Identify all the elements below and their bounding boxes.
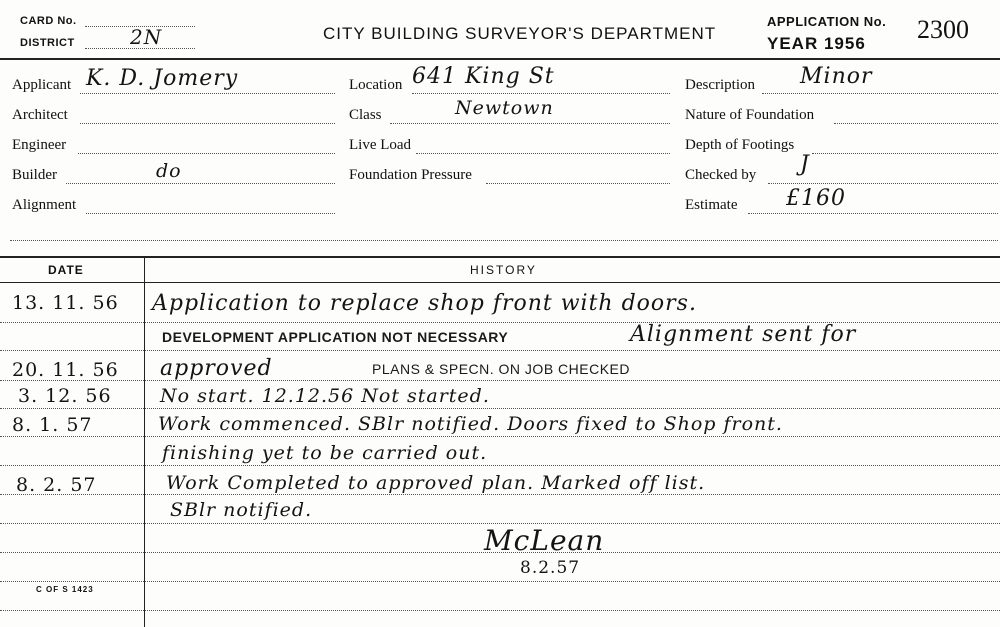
alignment-line: [86, 213, 335, 214]
history-ruled-line: [0, 494, 1000, 495]
application-no-value: 2300: [917, 15, 969, 44]
development-stamp: DEVELOPMENT APPLICATION NOT NECESSARY: [162, 329, 509, 345]
depth-of-footings-line: [812, 153, 998, 154]
district-value: 2N: [130, 25, 163, 49]
history-row-date: 8. 1. 57: [12, 414, 93, 436]
application-no-label: APPLICATION No.: [767, 14, 887, 29]
history-row-text: SBlr notified.: [170, 499, 313, 521]
card-no-label: CARD No.: [20, 15, 77, 27]
estimate-line: [748, 213, 998, 214]
engineer-line: [78, 153, 335, 154]
description-line: [762, 93, 998, 94]
description-label: Description: [685, 77, 755, 93]
form-code: C OF S 1423: [36, 585, 94, 594]
builder-line: [66, 183, 335, 184]
history-row-text: Work Completed to approved plan. Marked off list.: [166, 472, 706, 494]
architect-line: [80, 123, 335, 124]
history-header: HISTORY: [470, 263, 537, 277]
history-ruled-line: [0, 581, 1000, 582]
header-rule: [0, 58, 1000, 60]
live-load-label: Live Load: [349, 137, 412, 153]
location-value: 641 King St: [412, 64, 555, 89]
estimate-label: Estimate: [685, 197, 738, 213]
nature-of-foundation-label: Nature of Foundation: [685, 107, 815, 123]
history-row-text: approved: [160, 356, 273, 381]
history-ruled-line: [0, 436, 1000, 437]
history-row-date: 8. 2. 57: [16, 474, 97, 496]
foundation-pressure-label: Foundation Pressure: [349, 167, 472, 183]
date-column-divider: [144, 257, 145, 627]
history-header-rule: [0, 282, 1000, 283]
date-header: DATE: [48, 263, 84, 277]
checked-by-line: [768, 183, 998, 184]
class-line: [390, 123, 670, 124]
history-ruled-line: [0, 350, 1000, 351]
location-label: Location: [349, 77, 403, 93]
history-ruled-line: [0, 408, 1000, 409]
plans-checked-stamp: PLANS & SPECN. ON JOB CHECKED: [372, 361, 631, 377]
applicant-line: [80, 93, 335, 94]
history-ruled-line: [0, 610, 1000, 611]
history-row-date: 20. 11. 56: [12, 359, 119, 381]
nature-of-foundation-line: [834, 123, 998, 124]
signature-date: 8.2.57: [520, 558, 581, 578]
signature: McLean: [484, 524, 605, 557]
year-label: YEAR 1956: [767, 34, 866, 53]
builder-value: do: [156, 160, 182, 182]
history-row-text: No start. 12.12.56 Not started.: [160, 385, 490, 407]
description-value: Minor: [800, 64, 873, 89]
history-top-rule: [0, 256, 1000, 258]
alignment-label: Alignment: [12, 197, 77, 213]
applicant-label: Applicant: [12, 77, 72, 93]
class-label: Class: [349, 107, 382, 123]
history-row-annotation: Alignment sent for: [630, 322, 857, 347]
history-row-text: finishing yet to be carried out.: [162, 442, 488, 464]
checked-by-label: Checked by: [685, 167, 757, 183]
class-value: Newtown: [455, 97, 554, 119]
history-row-text: Application to replace shop front with doors.: [152, 291, 697, 316]
history-row-date: 3. 12. 56: [18, 385, 112, 407]
engineer-label: Engineer: [12, 137, 67, 153]
district-label: DISTRICT: [20, 37, 75, 49]
depth-of-footings-label: Depth of Footings: [685, 137, 795, 153]
applicant-value: K. D. Jomery: [86, 66, 239, 91]
history-ruled-line: [0, 465, 1000, 466]
particulars-bottom-line: [10, 240, 998, 241]
location-line: [412, 93, 670, 94]
live-load-line: [416, 153, 670, 154]
checked-by-value: J: [800, 152, 810, 177]
history-row-date: 13. 11. 56: [12, 292, 119, 314]
estimate-value: £160: [786, 186, 846, 211]
foundation-pressure-line: [486, 183, 670, 184]
history-ruled-line: [0, 380, 1000, 381]
department-title: CITY BUILDING SURVEYOR'S DEPARTMENT: [323, 24, 717, 43]
architect-label: Architect: [12, 107, 68, 123]
history-row-text: Work commenced. SBlr notified. Doors fixed to Shop front.: [158, 413, 783, 435]
builder-label: Builder: [12, 167, 57, 183]
